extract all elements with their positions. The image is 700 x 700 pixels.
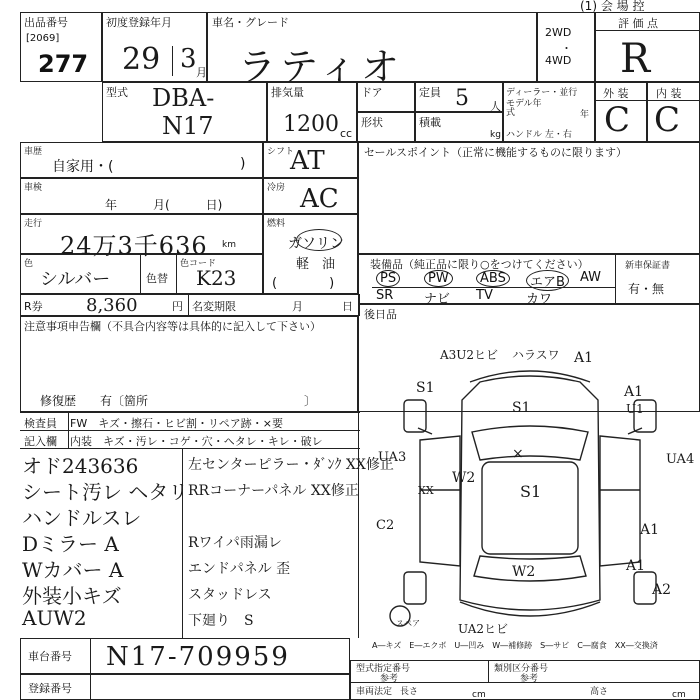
diagram-mark-a1-right: A1	[624, 384, 644, 400]
yen-unit: 円	[172, 300, 183, 313]
color-label: 色	[24, 259, 34, 269]
note-line: AUW2	[22, 606, 87, 630]
ref2-label: 参考	[520, 674, 539, 684]
fuel-oil: 軽 油	[296, 257, 336, 272]
inspector-row: FW キズ・擦石・ヒビ割・リペア跡・×要	[70, 417, 283, 430]
diagram-mark-ua3: UA3	[378, 450, 407, 465]
kg-unit: kg	[490, 130, 501, 140]
note-right-line: 左センターピラー・ﾀﾞﾝｸ XX修正	[188, 457, 394, 473]
recycle-label: R券	[24, 300, 43, 313]
repair-history: 修復歴 有〔箇所 〕	[40, 394, 317, 408]
shift-label: シフト	[267, 147, 295, 157]
diagram-mark-w2-rear: W2	[512, 564, 536, 580]
equipment-item-top-3: エアB	[526, 270, 569, 291]
month-unit: 月	[196, 66, 207, 79]
diagram-mark-s1-center: S1	[520, 482, 542, 501]
note-right-line: エンドパネル 歪	[188, 561, 291, 577]
inspection-label: 車検	[24, 183, 43, 193]
new-warranty-label: 新車保証書	[625, 261, 671, 271]
capacity-label: 定員	[419, 86, 441, 99]
cm-label-2: cm	[672, 690, 686, 700]
capacity-value: 5	[455, 86, 469, 111]
equipment-item-top-2: ABS	[476, 270, 510, 287]
ref1-label: 参考	[380, 674, 399, 684]
handle-label: ハンドル 左・右	[506, 130, 572, 140]
diagram-mark-a2: A2	[652, 582, 672, 598]
note-right-line: Rワイパ雨漏レ	[188, 535, 282, 551]
interior-grade: C	[654, 100, 681, 140]
shift-value: AT	[290, 146, 325, 176]
designation-label: 型式指定番号	[356, 664, 411, 674]
shape-label: 形状	[361, 116, 383, 129]
ac-label: 冷房	[267, 183, 286, 193]
lot-code: [2069]	[26, 33, 60, 44]
diagram-mark-s1-left: S1	[416, 380, 435, 396]
interior-label: 内 装	[656, 87, 682, 100]
displacement-value: 1200	[283, 112, 339, 137]
ac-value: AC	[300, 184, 339, 214]
diagram-mark-top-a: A3U2ヒビ	[440, 348, 499, 362]
mileage-value: 24万3千636	[60, 232, 208, 260]
height-label: 高さ	[590, 687, 609, 697]
reg-label: 車両法定	[356, 687, 393, 697]
car-name: ラティオ	[238, 45, 403, 89]
note-line: ハンドルスレ	[22, 506, 142, 530]
equipment-label: 装備品（純正品に限り○をつけてください）	[370, 258, 589, 271]
model-line1: DBA-	[152, 84, 215, 112]
diagram-mark-glass: ハラスワ	[512, 348, 560, 362]
equipment-item-bottom-3: カワ	[526, 292, 553, 307]
reg-year: 29	[122, 42, 161, 77]
dealer-label: ディーラー・並行	[506, 88, 578, 98]
cc-unit: cc	[340, 127, 353, 140]
reg-num-label: 登録番号	[28, 682, 72, 695]
exterior-grade: C	[604, 100, 631, 140]
fuel-circle-mark	[296, 229, 342, 251]
mileage-label: 走行	[24, 219, 43, 229]
note-right-line: RRコーナーパネル XX修正	[188, 483, 359, 499]
year-unit: 年	[580, 110, 590, 120]
fuel-label: 燃料	[267, 219, 286, 229]
diagram-mark-a1-top: A1	[574, 350, 594, 366]
recorder-row: 内装 キズ・汚レ・コゲ・穴・ヘタレ・キレ・破レ	[70, 435, 323, 448]
history-label: 車歴	[24, 147, 43, 157]
door-label: ドア	[361, 86, 383, 99]
note-line: Dミラー A	[22, 532, 119, 556]
equipment-item-top-0: PS	[376, 270, 400, 287]
note-line: シート汚レ ヘタリ	[22, 480, 189, 504]
first-reg-label: 初度登録年月	[106, 16, 172, 29]
equipment-item-top-4: AW	[580, 270, 602, 285]
fuel-paren: ( )	[272, 276, 335, 291]
note-line: オド243636	[22, 454, 139, 478]
recycle-row	[20, 294, 360, 316]
exterior-label: 外 装	[603, 87, 629, 100]
lot-number: 277	[38, 50, 89, 78]
inspector-label: 検査員	[24, 417, 57, 430]
chassis-value: N17-709959	[106, 642, 290, 672]
diagram-mark-a1-lower: A1	[626, 558, 646, 574]
model-line2: N17	[162, 112, 214, 140]
length-label: 長さ	[400, 687, 419, 697]
diagram-mark-xx: XX	[418, 484, 434, 497]
note-line: Wカバー A	[22, 558, 124, 582]
diagram-mark-u1: U1	[626, 402, 644, 416]
diagram-mark-ua2: UA2ヒビ	[458, 622, 509, 636]
load-label: 積載	[419, 116, 441, 129]
inspection-value: 年 月( 日)	[105, 198, 223, 212]
drive-4wd: 4WD	[545, 54, 572, 67]
name-change-label: 名変期限	[192, 300, 236, 313]
history-close: )	[240, 156, 246, 172]
notes-label: 注意事項申告欄（不具合内容等は具体的に記入して下さい）	[24, 320, 321, 333]
recycle-value: 8,360	[86, 295, 138, 316]
score-label: 評 価 点	[618, 17, 658, 30]
person-unit: 人	[490, 100, 501, 113]
km-unit: km	[222, 240, 236, 250]
back-date-label: 後日品	[364, 308, 397, 321]
recorder-label: 記入欄	[24, 435, 57, 448]
drive-dot: ・	[561, 42, 572, 55]
history-value: 自家用・(	[52, 159, 114, 175]
diagram-mark-w2-roof: W2	[452, 470, 476, 486]
color-code-label: 色コード	[180, 259, 217, 269]
drive-2wd: 2WD	[545, 26, 572, 39]
lot-number-label: 出品番号	[24, 16, 68, 29]
displacement-label: 排気量	[271, 86, 304, 99]
model-label: 型式	[106, 86, 128, 99]
note-right-line: 下廻り S	[188, 613, 254, 629]
equipment-item-bottom-0: SR	[376, 288, 394, 303]
diagram-mark-ua4: UA4	[666, 452, 695, 467]
color-code: K23	[196, 266, 237, 290]
cm-label-1: cm	[472, 690, 486, 700]
category-label: 類別区分番号	[494, 664, 549, 674]
diagram-mark-spare: スペア	[396, 619, 420, 628]
chassis-label: 車台番号	[28, 650, 72, 663]
warranty-value: 有・無	[628, 282, 665, 296]
day-label: 日	[342, 300, 353, 313]
sales-point-label: セールスポイント（正常に機能するものに限ります）	[364, 146, 628, 159]
note-right-line: スタッドレス	[188, 587, 272, 603]
fuel-gas: ガソリン	[288, 236, 344, 252]
diagram-mark-s1-small: S1	[512, 400, 531, 416]
legend-text: A―キズ E―エクボ U―凹み W―補修跡 S―サビ C―腐食 XX―交換済	[372, 641, 658, 650]
score-value: R	[620, 36, 651, 82]
color-value: シルバー	[40, 269, 111, 290]
color-tone-label: 色替	[146, 272, 168, 285]
diagram-mark-x-mark: ×	[512, 446, 524, 462]
equipment-item-bottom-2: TV	[476, 288, 493, 303]
reg-month: 3	[180, 44, 197, 74]
note-line: 外装小キズ	[22, 584, 122, 608]
month-label: 月	[292, 300, 303, 313]
equipment-item-bottom-1: ナビ	[424, 292, 451, 307]
car-name-label: 車名・グレード	[212, 16, 289, 29]
model-year-label: モデル年式	[506, 99, 542, 118]
equipment-item-top-1: PW	[424, 270, 453, 287]
header-top-text: (1) 会 場 控	[580, 0, 645, 13]
diagram-mark-a1-side: A1	[640, 522, 660, 538]
diagram-mark-c2: C2	[376, 518, 395, 533]
